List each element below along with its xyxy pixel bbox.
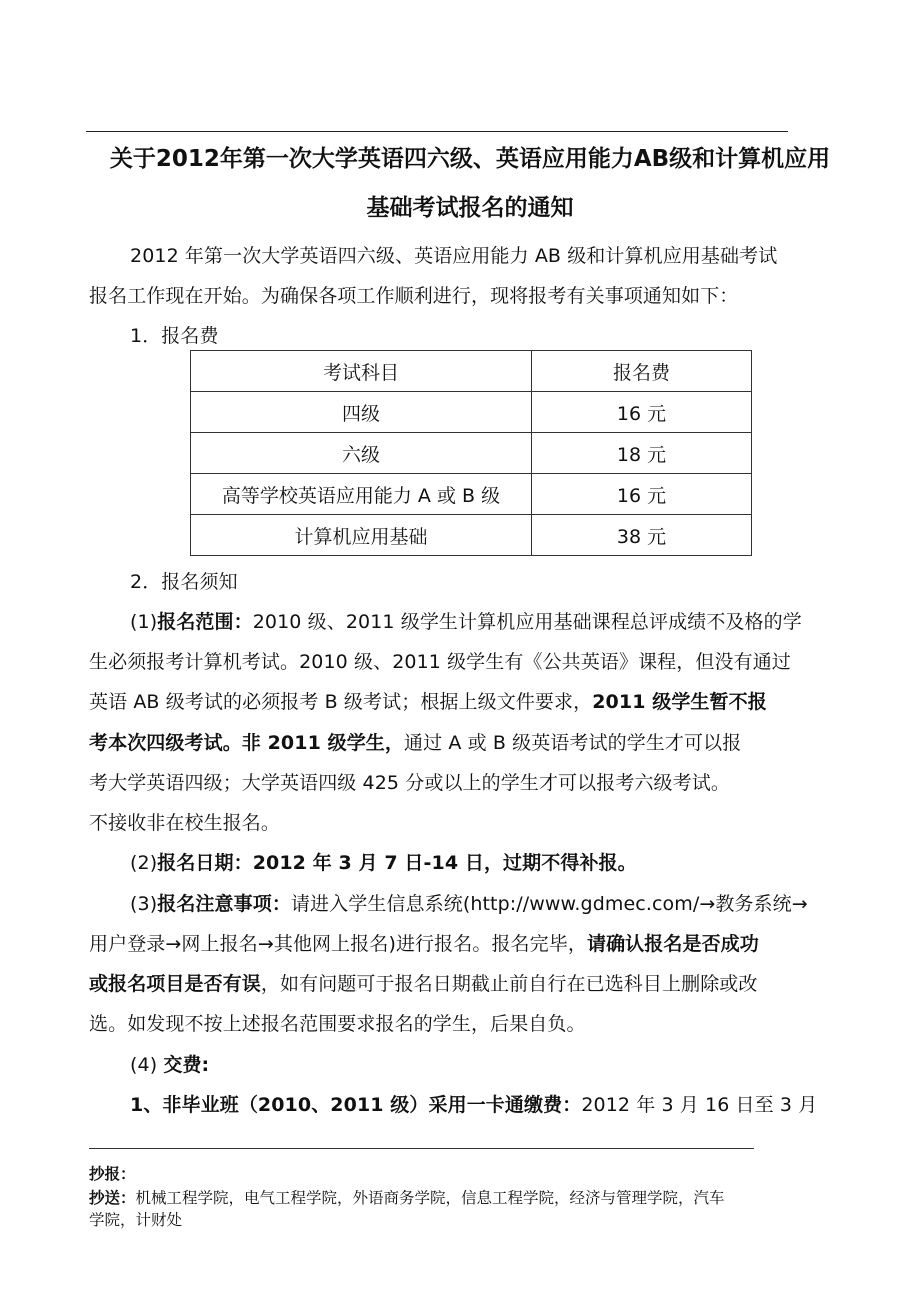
item1-text4a: 考本次四级考试。非 2011 级学生，	[89, 732, 405, 754]
notice-title-line1: 关于2012年第一次大学英语四六级、英语应用能力AB级和计算机应用	[109, 146, 831, 172]
item1-text3b: 2011 级学生暂不报	[592, 691, 767, 713]
section-fee-heading: 1．报名费	[130, 325, 219, 347]
item1-line5: 考大学英语四级；大学英语四级 425 分或以上的学生才可以报考六级考试。	[89, 772, 730, 794]
header-rule	[86, 131, 788, 132]
table-row	[191, 515, 752, 556]
subject-cell: 四级	[191, 392, 532, 433]
section-guidelines-heading: 2．报名须知	[130, 571, 238, 593]
intro-line2: 报名工作现在开始。为确保各项工作顺利进行，现将报考有关事项通知如下：	[89, 285, 739, 307]
fee-cell: 18 元	[532, 433, 752, 474]
cc-send-text1: 机械工程学院，电气工程学院，外语商务学院，信息工程学院，经济与管理学院，汽车	[135, 1189, 725, 1207]
item3-line3	[89, 972, 859, 996]
item3-line1	[130, 892, 900, 916]
fee-cell: 38 元	[532, 515, 752, 556]
subject-cell: 高等学校英语应用能力 A 或 B 级	[191, 474, 532, 515]
table-row	[191, 474, 752, 515]
table-row	[191, 392, 752, 433]
header-fee: 报名费	[532, 351, 752, 392]
item3-text2a: 用户登录→网上报名→其他网上报名)进行报名。报名完毕，	[89, 933, 587, 955]
item1-text1: 2010 级、2011 级学生计算机应用基础课程总评成绩不及格的学	[252, 611, 802, 633]
cc-send-line1	[89, 1187, 859, 1209]
item2-prefix: (2)	[130, 852, 158, 874]
footer-rule	[89, 1148, 754, 1149]
item1-line6: 不接收非在校生报名。	[89, 812, 281, 834]
item1-label: 报名范围：	[157, 611, 253, 633]
notice-title-line2: 基础考试报名的通知	[366, 195, 574, 221]
table-row	[191, 433, 752, 474]
item1-prefix: (1)	[130, 611, 158, 633]
intro-line1: 2012 年第一次大学英语四六级、英语应用能力 AB 级和计算机应用基础考试	[130, 245, 778, 267]
fee-table	[190, 350, 752, 556]
fee-cell: 16 元	[532, 474, 752, 515]
item4-prefix: (4)	[130, 1054, 158, 1076]
item4-label: 交费:	[163, 1054, 210, 1076]
item3-text3b: ，如有问题可于报名日期截止前自行在已选科目上删除或改	[260, 973, 758, 995]
header-subject: 考试科目	[191, 351, 532, 392]
table-header-row	[191, 351, 752, 392]
item4-line	[130, 1053, 900, 1077]
item5-label: 1、非毕业班（2010、2011 级）采用一卡通缴费：	[130, 1094, 582, 1116]
subject-cell: 六级	[191, 433, 532, 474]
item3-text1: 请进入学生信息系统(http://www.gdmec.com/→教务系统→	[290, 893, 808, 915]
item1-text4b: 通过 A 或 B 级英语考试的学生才可以报	[404, 732, 742, 754]
item3-line2	[89, 932, 859, 956]
item5-text: 2012 年 3 月 16 日至 3 月	[581, 1094, 818, 1116]
fee-cell: 16 元	[532, 392, 752, 433]
cc-report-label: 抄报：	[89, 1164, 136, 1183]
subject-cell: 计算机应用基础	[191, 515, 532, 556]
item2-text: 报名日期：2012 年 3 月 7 日-14 日，过期不得补报。	[157, 852, 637, 874]
item2-line	[130, 851, 900, 875]
cc-report	[89, 1163, 859, 1185]
item3-line4: 选。如发现不按上述报名范围要求报名的学生，后果自负。	[89, 1013, 586, 1035]
cc-send-line2: 学院，计财处	[89, 1211, 183, 1229]
item1-text3a: 英语 AB 级考试的必须报考 B 级考试；根据上级文件要求，	[89, 691, 593, 713]
item3-text2b: 请确认报名是否成功	[586, 933, 759, 955]
item1-line4	[89, 731, 859, 755]
item3-label: 报名注意事项：	[157, 893, 291, 915]
cc-send-label: 抄送：	[89, 1188, 136, 1207]
item3-prefix: (3)	[130, 893, 158, 915]
item1-line2: 生必须报考计算机考试。2010 级、2011 级学生有《公共英语》课程，但没有通过	[89, 651, 791, 673]
item5-line	[130, 1093, 900, 1117]
item1-line1	[130, 610, 900, 634]
item3-text3a: 或报名项目是否有误	[89, 973, 261, 995]
item1-line3	[89, 690, 859, 714]
